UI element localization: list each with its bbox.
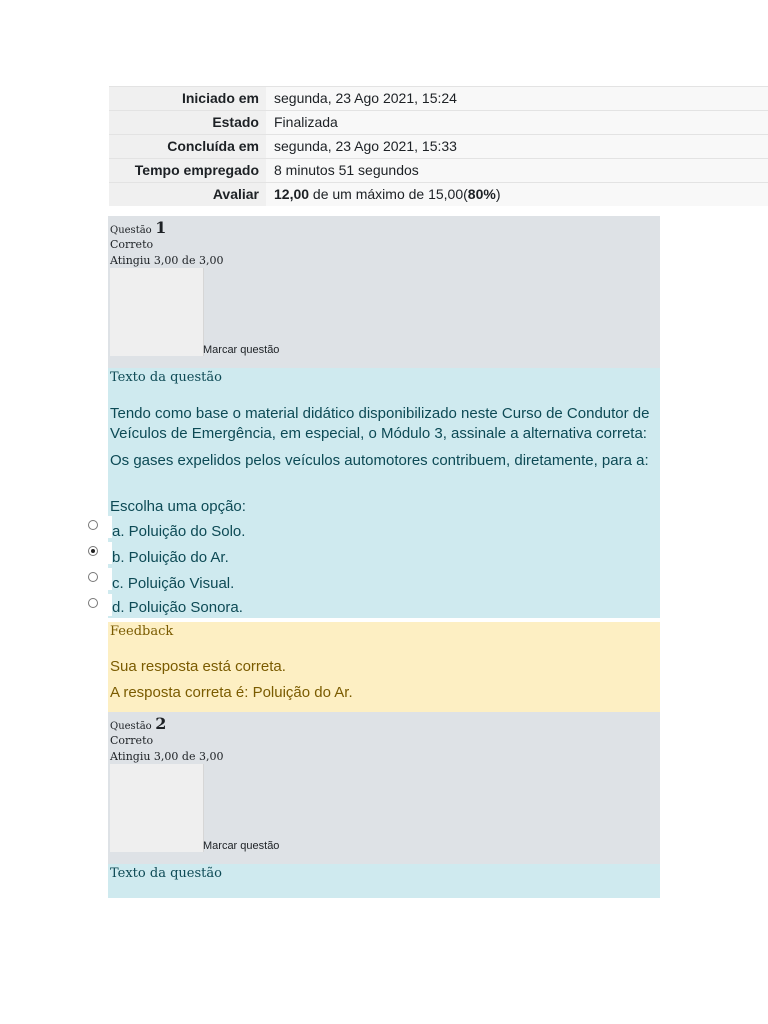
question-grade: Atingiu 3,00 de 3,00 [110, 254, 224, 267]
feedback-right-answer: A resposta correta é: Poluição do Ar. [110, 684, 353, 701]
feedback-heading: Feedback [110, 624, 174, 639]
summary-value: 8 minutos 51 segundos [266, 159, 768, 183]
flag-question-link[interactable]: Marcar questão [203, 840, 280, 852]
grade-rest: de um máximo de 15,00( [309, 186, 468, 202]
grade-close: ) [495, 186, 501, 202]
option-b-radio[interactable] [84, 542, 114, 564]
summary-label: Avaliar [109, 183, 266, 207]
option-c-label[interactable]: c. Poluição Visual. [112, 575, 235, 592]
summary-row-grade [109, 183, 768, 207]
question-text-heading: Texto da questão [110, 866, 222, 881]
question-text-heading: Texto da questão [110, 370, 222, 385]
summary-value: segunda, 23 Ago 2021, 15:24 [266, 87, 768, 111]
feedback-panel [108, 622, 660, 712]
summary-label: Concluída em [109, 135, 266, 159]
summary-row-time-taken [109, 159, 768, 183]
summary-value: Finalizada [266, 111, 768, 135]
flag-area [110, 268, 204, 356]
question-text [110, 404, 660, 479]
question-info-2 [108, 712, 660, 864]
choose-prompt: Escolha uma opção: [110, 498, 246, 515]
feedback-correct-message: Sua resposta está correta. [110, 658, 286, 675]
question-number: Questão 2 [110, 714, 167, 733]
radio-icon [88, 520, 98, 530]
summary-value [266, 183, 768, 207]
option-b-label[interactable]: b. Poluição do Ar. [112, 549, 229, 566]
question-formulation-2 [108, 864, 660, 898]
grade-score: 12,00 [274, 186, 310, 202]
question-state: Correto [110, 238, 154, 251]
summary-row-state [109, 111, 768, 135]
summary-label: Estado [109, 111, 266, 135]
option-a-radio[interactable] [84, 516, 114, 538]
option-d-radio[interactable] [84, 594, 114, 616]
flag-area [110, 764, 204, 852]
radio-icon [88, 598, 98, 608]
flag-question-link[interactable]: Marcar questão [203, 344, 280, 356]
summary-label: Tempo empregado [109, 159, 266, 183]
question-state: Correto [110, 734, 154, 747]
summary-row-completed [109, 135, 768, 159]
question-text-p1: Tendo como base o material didático disponibilizado neste Curso de Condutor de Veículos de Emergência, em especial, o Módulo 3, assinale a alternativa correta: [110, 405, 650, 442]
question-text-p2: Os gases expelidos pelos veículos automotores contribuem, diretamente, para a: [110, 452, 649, 469]
summary-value: segunda, 23 Ago 2021, 15:33 [266, 135, 768, 159]
option-d-label[interactable]: d. Poluição Sonora. [112, 599, 243, 616]
grade-percent: 80% [467, 186, 496, 202]
radio-checked-icon [88, 546, 98, 556]
question-grade: Atingiu 3,00 de 3,00 [110, 750, 224, 763]
attempt-summary-table [109, 86, 768, 206]
option-c-radio[interactable] [84, 568, 114, 590]
radio-icon [88, 572, 98, 582]
summary-label: Iniciado em [109, 87, 266, 111]
question-info-1 [108, 216, 660, 368]
option-a-label[interactable]: a. Poluição do Solo. [112, 523, 246, 540]
summary-row-started [109, 87, 768, 111]
question-number: Questão 1 [110, 218, 167, 237]
